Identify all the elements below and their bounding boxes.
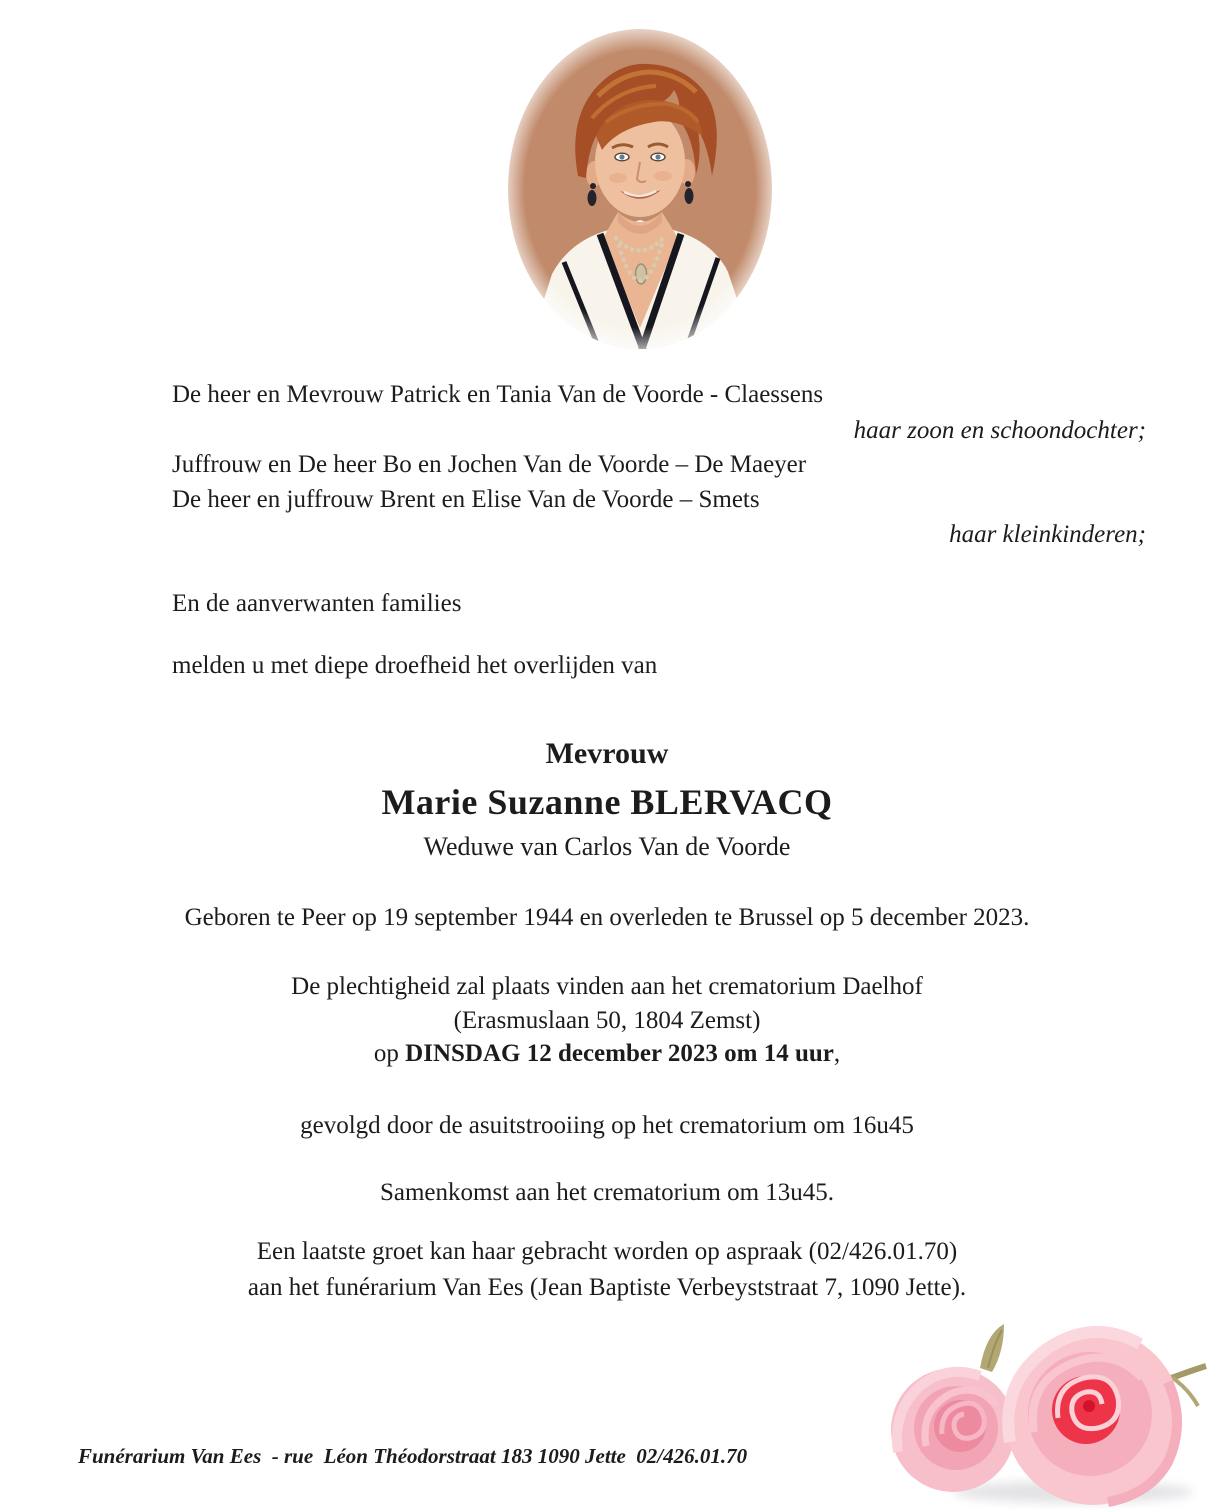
portrait-photo [506, 26, 774, 352]
relation-son-daughter-in-law: haar zoon en schoondochter; [853, 417, 1146, 444]
funeral-home-footer: Funérarium Van Ees - rue Léon Théodorstraat 183 1090 Jette 02/426.01.70 [78, 1444, 748, 1468]
family-line-grandchild-1: Juffrouw en De heer Bo en Jochen Van de Voorde – De Maeyer [172, 451, 807, 478]
ceremony-location-line: De plechtigheid zal plaats vinden aan het crematorium Daelhof [291, 973, 923, 1000]
ceremony-date-prefix: op [373, 1040, 406, 1067]
ceremony-date-line [0, 1038, 1214, 1069]
farewell-line-2: aan het funérarium Van Ees (Jean Baptiste Verbeyststraat 7, 1090 Jette). [247, 1274, 967, 1301]
ash-scattering-line: gevolgd door de asuitstrooiing op het crematorium om 16u45 [300, 1112, 914, 1139]
family-line-son: De heer en Mevrouw Patrick en Tania Van de Voorde - Claessens [172, 381, 824, 408]
ceremony-address-line: (Erasmuslaan 50, 1804 Zemst) [453, 1007, 761, 1034]
ceremony-date-suffix: , [833, 1040, 841, 1067]
announcement-line: melden u met diepe droefheid het overlijden van [172, 652, 658, 679]
life-dates-line: Geboren te Peer op 19 september 1944 en overleden te Brussel op 5 december 2023. [184, 904, 1030, 931]
farewell-line-1: Een laatste groet kan haar gebracht worden op aspraak (02/426.01.70) [256, 1238, 958, 1265]
family-line-grandchild-2: De heer en juffrouw Brent en Elise Van de Voorde – Smets [172, 486, 760, 513]
roses-image [868, 1322, 1214, 1509]
relation-grandchildren: haar kleinkinderen; [949, 521, 1146, 548]
ceremony-date-bold: DINSDAG 12 december 2023 om 14 uur [405, 1040, 834, 1067]
widow-of-line: Weduwe van Carlos Van de Voorde [423, 832, 791, 861]
related-families-line: En de aanverwanten families [172, 590, 462, 617]
portrait-photo-illustration [506, 26, 774, 352]
gathering-line: Samenkomst aan het crematorium om 13u45. [379, 1179, 835, 1206]
deceased-title: Mevrouw [545, 737, 669, 770]
deceased-name: Marie Suzanne BLERVACQ [381, 782, 833, 822]
roses-illustration [868, 1322, 1214, 1509]
